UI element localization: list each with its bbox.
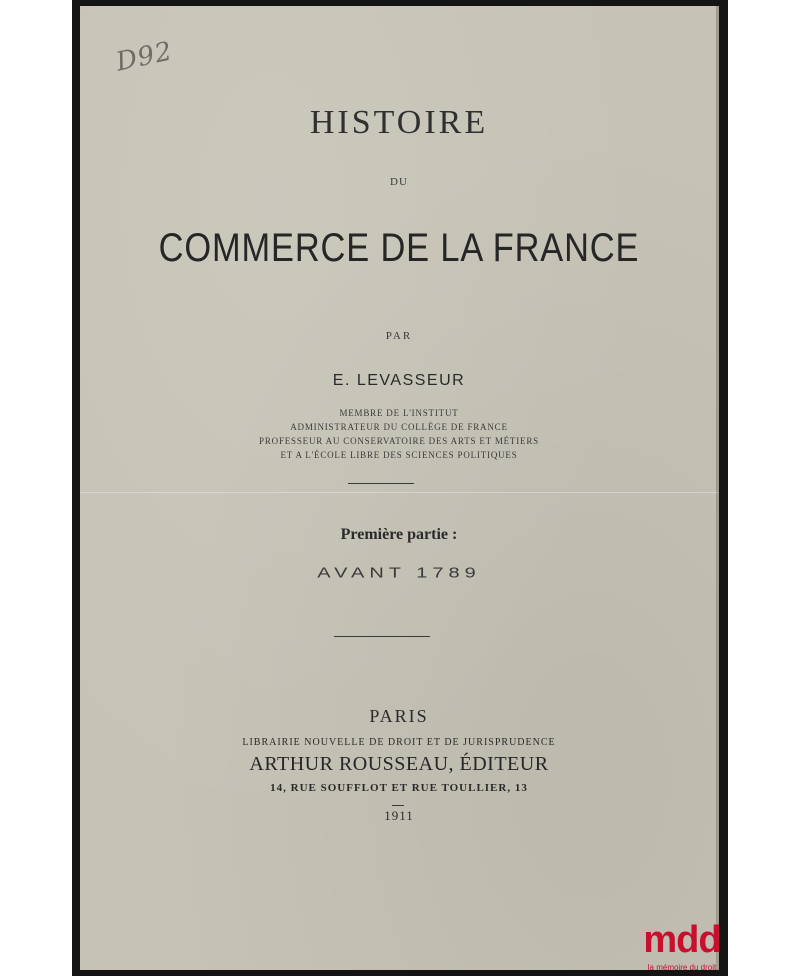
imprint-publisher: ARTHUR ROUSSEAU, ÉDITEUR [249, 753, 549, 775]
divider-rule [348, 483, 414, 484]
title-connector: DU [390, 176, 408, 188]
title-line-2: COMMERCE DE LA FRANCE [158, 226, 640, 270]
imprint-year: 1911 [384, 808, 414, 823]
page-edge [716, 6, 719, 970]
title-line-1: HISTOIRE [309, 104, 489, 141]
title-page [80, 6, 718, 970]
imprint-address: 14, RUE SOUFFLOT ET RUE TOULLIER, 13 [270, 782, 528, 794]
part-title: AVANT 1789 [317, 565, 481, 582]
part-label: Première partie : [340, 526, 458, 543]
credential-line: ADMINISTRATEUR DU COLLÈGE DE FRANCE [290, 422, 508, 432]
fold-line [80, 492, 718, 493]
handwritten-shelfmark: D92 [113, 36, 176, 78]
author-credentials [80, 406, 718, 462]
logo-tagline: la mémoire du droit [647, 963, 717, 972]
author-name: E. LEVASSEUR [332, 372, 466, 389]
by-label: PAR [385, 330, 413, 342]
imprint-bookshop: LIBRAIRIE NOUVELLE DE DROIT ET DE JURISPRUDENCE [242, 737, 556, 748]
mdd-watermark-logo [640, 920, 724, 976]
credential-line: ET A L'ÉCOLE LIBRE DES SCIENCES POLITIQUES [280, 450, 518, 460]
divider-rule [334, 636, 430, 637]
year-dash [392, 805, 404, 806]
credential-line: MEMBRE DE L'INSTITUT [339, 408, 459, 418]
imprint-city: PARIS [369, 706, 429, 726]
logo-mark: mdd [643, 919, 721, 961]
credential-line: PROFESSEUR AU CONSERVATOIRE DES ARTS ET MÉTIERS [259, 436, 539, 446]
